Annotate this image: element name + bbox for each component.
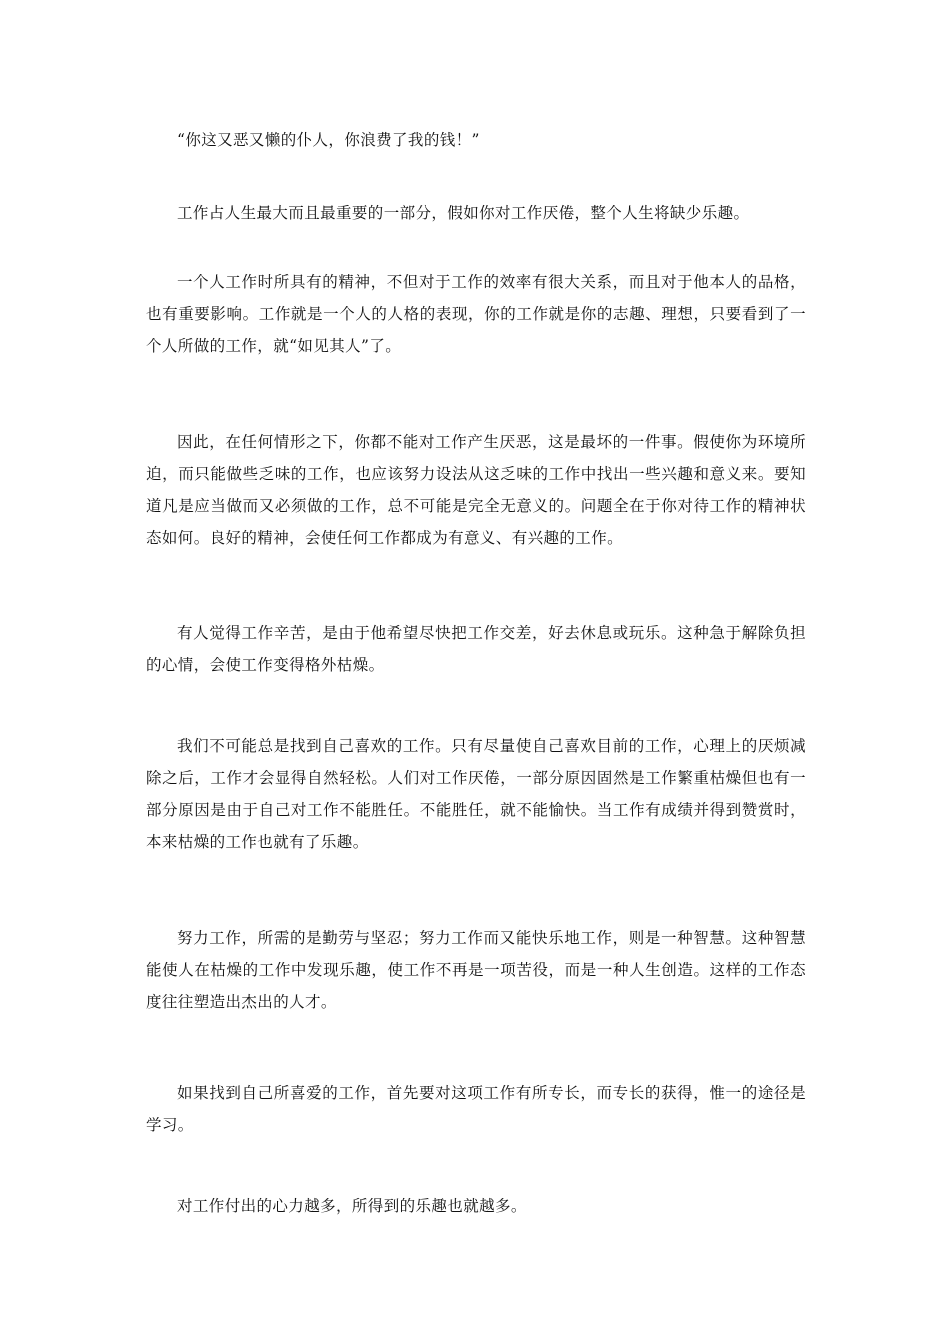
paragraph-2: 工作占人生最大而且最重要的一部分，假如你对工作厌倦，整个人生将缺少乐趣。 — [177, 204, 750, 222]
paragraph-1: “你这又恶又懒的仆人，你浪费了我的钱！” — [177, 131, 480, 149]
paragraph-6: 我们不可能总是找到自己喜欢的工作。只有尽量使自己喜欢目前的工作，心理上的厌烦减除之后，工作才会显得自然轻松。人们对工作厌倦，一部分原因固然是工作繁重枯燥但也有一部分原因是由于自己对工作不能胜任。不能胜任，就不能愉快。当工作有成绩并得到赞赏时，本来枯燥的工作也就有了乐趣。 — [146, 737, 806, 851]
paragraph-8: 如果找到自己所喜爱的工作，首先要对这项工作有所专长，而专长的获得，惟一的途径是学习。 — [146, 1084, 806, 1134]
paragraph-5: 有人觉得工作辛苦，是由于他希望尽快把工作交差，好去休息或玩乐。这种急于解除负担的心情，会使工作变得格外枯燥。 — [146, 624, 806, 674]
paragraph-7: 努力工作，所需的是勤劳与坚忍；努力工作而又能快乐地工作，则是一种智慧。这种智慧能使人在枯燥的工作中发现乐趣，使工作不再是一项苦役，而是一种人生创造。这样的工作态度往往塑造出杰出的人才。 — [146, 929, 806, 1011]
paragraph-4: 因此，在任何情形之下，你都不能对工作产生厌恶，这是最坏的一件事。假使你为环境所迫，而只能做些乏味的工作，也应该努力设法从这乏味的工作中找出一些兴趣和意义来。要知道凡是应当做而又必须做的工作，总不可能是完全无意义的。问题全在于你对待工作的精神状态如何。良好的精神，会使任何工作都成为有意义、有兴趣的工作。 — [146, 433, 806, 547]
paragraph-3: 一个人工作时所具有的精神，不但对于工作的效率有很大关系，而且对于他本人的品格，也有重要影响。工作就是一个人的人格的表现，你的工作就是你的志趣、理想，只要看到了一个人所做的工作，就“如见其人”了。 — [146, 273, 806, 355]
paragraph-9: 对工作付出的心力越多，所得到的乐趣也就越多。 — [177, 1197, 527, 1215]
